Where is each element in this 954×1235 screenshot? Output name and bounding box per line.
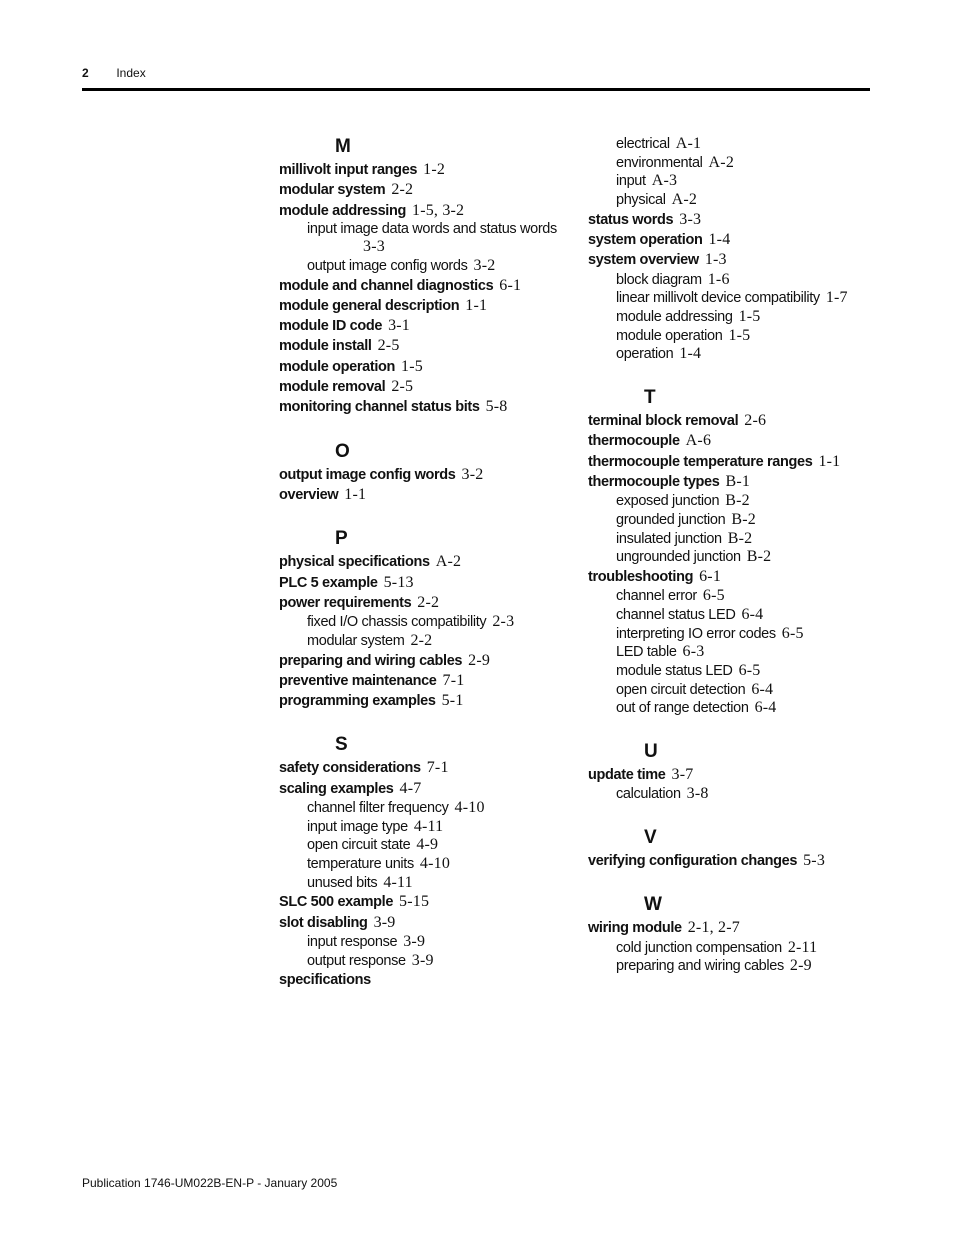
index-term: electrical <box>616 136 670 152</box>
index-subentry-linear-millivolt-device-compatibility <box>588 289 878 308</box>
index-term: power requirements <box>279 594 412 611</box>
index-subentry-open-circuit-state <box>279 836 579 855</box>
index-term: cold junction compensation <box>616 939 782 956</box>
index-subentry-open-circuit-detection <box>588 681 878 700</box>
index-subentry-environmental <box>588 154 878 173</box>
index-letter-heading: W <box>644 894 662 916</box>
index-subentry-channel-status-led <box>588 606 878 625</box>
index-subentry-grounded-junction <box>588 511 878 530</box>
index-entry-verifying-configuration-changes <box>588 851 878 871</box>
index-term: verifying configuration changes <box>588 853 798 870</box>
index-term: channel status LED <box>616 607 736 623</box>
index-page-ref[interactable]: 4-11 <box>413 817 444 835</box>
index-term: modular system <box>307 632 405 649</box>
index-entry-physical-specifications <box>279 552 579 572</box>
index-subentry-module-operation <box>588 327 878 346</box>
index-page-ref[interactable]: A-6 <box>685 432 712 450</box>
index-entry-module-removal <box>279 377 579 397</box>
index-term: output image config words <box>279 466 456 483</box>
index-entry-module-and-channel-diagnostics <box>279 276 579 296</box>
index-term: physical <box>616 192 666 209</box>
index-subentry-input-image-type <box>279 818 579 837</box>
index-page-ref[interactable]: 3-9 <box>403 933 426 951</box>
index-subentry-input <box>588 172 878 191</box>
index-subentry-out-of-range-detection <box>588 699 878 718</box>
index-page-ref[interactable]: 2-2 <box>417 593 440 611</box>
index-term: output response <box>307 952 406 969</box>
index-subentry-exposed-junction <box>588 492 878 511</box>
index-page-ref[interactable]: 5-15 <box>399 893 430 911</box>
index-page-ref[interactable]: 3-9 <box>373 913 396 931</box>
index-term: input image type <box>307 818 408 835</box>
index-term: modular system <box>279 182 386 199</box>
index-page-ref[interactable]: 5-13 <box>383 573 414 591</box>
index-entry-troubleshooting <box>588 567 878 587</box>
index-term: ungrounded junction <box>616 549 741 566</box>
index-subentry-cold-junction-compensation <box>588 939 878 958</box>
index-page-ref[interactable]: 6-3 <box>682 643 705 661</box>
index-entry-module-operation <box>279 357 579 377</box>
index-entry-safety-considerations <box>279 758 579 778</box>
index-subentry-fixed-i-o-chassis-compatibility <box>279 613 579 632</box>
index-term: open circuit state <box>307 837 411 854</box>
index-page-ref[interactable]: 6-4 <box>741 606 764 623</box>
index-term: thermocouple <box>588 433 680 450</box>
index-term: overview <box>279 486 339 503</box>
index-page-ref[interactable]: 1-1 <box>465 296 488 314</box>
index-subentry-channel-filter-frequency <box>279 799 579 818</box>
index-term: module status LED <box>616 663 733 680</box>
index-term: module and channel diagnostics <box>279 277 494 294</box>
index-term: preparing and wiring cables <box>279 652 463 669</box>
index-subentry-led-table <box>588 643 878 662</box>
index-page-ref[interactable]: 3-2 <box>461 465 484 483</box>
index-entry-preparing-and-wiring-cables <box>279 651 579 671</box>
index-term: input <box>616 173 646 190</box>
index-term: insulated junction <box>616 530 722 547</box>
index-entry-overview <box>279 485 579 505</box>
index-page-ref[interactable]: 3-9 <box>411 951 434 969</box>
index-term: update time <box>588 767 666 784</box>
index-column-left <box>279 135 579 991</box>
index-page-ref[interactable]: 6-1 <box>699 568 722 586</box>
index-term: PLC 5 example <box>279 574 378 591</box>
index-entry-module-addressing <box>279 201 579 221</box>
index-subentry-physical <box>588 191 878 210</box>
index-term: preparing and wiring cables <box>616 958 784 975</box>
index-subentry-interpreting-io-error-codes <box>588 625 878 644</box>
index-subentry-input-response <box>279 933 579 952</box>
index-entry-module-install <box>279 336 579 356</box>
index-page-ref[interactable]: 6-4 <box>754 699 777 717</box>
index-term: linear millivolt device compatibility <box>616 290 820 307</box>
index-subentry-unused-bits <box>279 874 579 893</box>
index-term: physical specifications <box>279 554 430 571</box>
index-page-ref[interactable]: 3-1 <box>388 317 410 335</box>
index-page-ref[interactable]: 1-6 <box>707 270 730 288</box>
index-entry-thermocouple <box>588 431 878 451</box>
index-page-ref[interactable]: 2-2 <box>410 631 433 649</box>
index-page-ref[interactable]: 6-4 <box>751 680 774 698</box>
index-column-right <box>588 135 878 976</box>
index-entry-slc-500-example <box>279 892 579 912</box>
index-term: specifications <box>279 972 371 989</box>
index-page-ref[interactable]: A-2 <box>671 191 698 209</box>
index-letter-heading: P <box>335 528 348 550</box>
index-term: interpreting IO error codes <box>616 625 776 642</box>
index-term: scaling examples <box>279 780 394 797</box>
index-entry-status-words <box>588 210 878 230</box>
index-page-ref[interactable]: 2-5 <box>377 337 400 355</box>
index-entry-terminal-block-removal <box>588 411 878 431</box>
index-term: module general description <box>279 297 460 314</box>
index-subentry-input-image-data-words-and-status-words <box>279 221 579 257</box>
index-entry-specifications <box>279 970 579 990</box>
index-term: system operation <box>588 232 703 249</box>
index-page-ref[interactable]: 4-10 <box>454 799 485 816</box>
index-term: monitoring channel status bits <box>279 399 480 416</box>
index-entry-power-requirements <box>279 593 579 613</box>
index-page-ref[interactable]: 4-11 <box>383 873 413 891</box>
index-page-ref[interactable]: 2-3 <box>492 613 515 631</box>
index-term: environmental <box>616 154 703 171</box>
index-term: module operation <box>279 358 396 375</box>
index-term: status words <box>588 211 674 228</box>
index-term: channel error <box>616 588 697 605</box>
index-entry-plc-5-example <box>279 573 579 593</box>
index-entry-preventive-maintenance <box>279 671 579 691</box>
index-entry-scaling-examples <box>279 779 579 799</box>
index-entry-thermocouple-temperature-ranges <box>588 452 878 472</box>
index-term: wiring module <box>588 920 682 937</box>
index-letter-heading: V <box>644 827 657 849</box>
index-page-ref[interactable]: B-2 <box>731 510 756 528</box>
index-page-ref[interactable]: 4-7 <box>399 779 422 797</box>
index-term: module removal <box>279 379 386 396</box>
index-page-ref[interactable]: 1-5, 3-2 <box>412 201 465 219</box>
index-page-ref[interactable]: 1-4 <box>679 345 702 363</box>
index-term: module ID code <box>279 318 383 335</box>
index-page-ref[interactable]: 2-11 <box>787 938 818 956</box>
index-subentry-modular-system <box>279 632 579 651</box>
index-term: slot disabling <box>279 914 368 931</box>
index-page-ref[interactable]: B-2 <box>746 548 772 566</box>
index-page-ref[interactable]: 6-1 <box>499 276 522 294</box>
index-entry-output-image-config-words <box>279 465 579 485</box>
index-page-ref[interactable]: B-1 <box>725 472 751 490</box>
index-term: troubleshooting <box>588 569 694 586</box>
index-term: exposed junction <box>616 493 720 510</box>
index-term: input image data words and status words <box>307 220 557 237</box>
index-page-ref[interactable]: 3-8 <box>686 785 709 803</box>
index-entry-thermocouple-types <box>588 472 878 492</box>
index-term: terminal block removal <box>588 413 739 430</box>
index-term: module addressing <box>279 202 406 219</box>
index-entry-slot-disabling <box>279 913 579 933</box>
index-term: thermocouple types <box>588 473 720 490</box>
index-term: module operation <box>616 327 723 344</box>
index-term: block diagram <box>616 271 702 288</box>
index-entry-system-operation <box>588 230 878 250</box>
index-term: preventive maintenance <box>279 672 437 689</box>
index-term: open circuit detection <box>616 681 746 698</box>
index-page-ref[interactable]: 4-10 <box>419 855 451 873</box>
index-page-ref[interactable]: A-2 <box>708 153 735 171</box>
index-page-ref[interactable]: 5-1 <box>441 692 464 710</box>
index-page-ref[interactable]: 1-5 <box>401 357 423 375</box>
section-title: Index <box>116 66 146 80</box>
index-entry-module-general-description <box>279 296 579 316</box>
index-subentry-module-status-led <box>588 662 878 681</box>
index-page-ref[interactable]: 2-2 <box>391 181 414 199</box>
index-entry-update-time <box>588 765 878 785</box>
index-entry-system-overview <box>588 250 878 270</box>
index-page-ref[interactable]: 1-1 <box>818 452 841 470</box>
index-page-ref[interactable]: 5-3 <box>803 852 826 870</box>
page-header <box>82 66 146 80</box>
page-footer: Publication 1746-UM022B-EN-P - January 2005 <box>82 1176 338 1190</box>
index-page-ref[interactable]: 2-5 <box>391 378 414 396</box>
index-term: system overview <box>588 252 699 269</box>
index-page-ref[interactable]: 5-8 <box>485 398 508 416</box>
index-subentry-module-addressing <box>588 308 878 327</box>
index-term: out of range detection <box>616 700 749 717</box>
index-page-ref[interactable]: 6-5 <box>738 662 761 680</box>
index-page-ref[interactable]: 4-9 <box>416 836 439 854</box>
index-term: output image config words <box>307 257 468 274</box>
index-page-ref[interactable]: 1-2 <box>423 161 446 178</box>
index-subentry-electrical <box>588 135 878 154</box>
index-page-ref[interactable]: 1-5 <box>738 308 761 326</box>
index-term: input response <box>307 934 398 951</box>
index-page-ref[interactable]: 1-3 <box>704 251 727 269</box>
index-term: programming examples <box>279 693 436 710</box>
index-entry-module-id-code <box>279 316 579 336</box>
index-page-ref[interactable]: A-1 <box>675 135 702 152</box>
index-page-ref[interactable]: B-2 <box>727 529 753 547</box>
index-page-ref[interactable]: 3-3 <box>363 237 385 255</box>
index-page-ref[interactable]: 3-3 <box>679 210 702 228</box>
index-page-ref[interactable]: 2-9 <box>789 957 812 975</box>
index-page-ref[interactable]: 1-7 <box>825 289 848 307</box>
index-letter-heading: M <box>335 136 351 157</box>
index-subentry-calculation <box>588 785 878 804</box>
index-page-ref[interactable]: 3-7 <box>671 766 694 784</box>
index-entry-wiring-module <box>588 918 878 938</box>
index-entry-modular-system <box>279 180 579 200</box>
index-page-ref[interactable]: 2-9 <box>468 651 491 669</box>
header-rule <box>82 88 870 91</box>
index-page-ref[interactable]: B-2 <box>725 492 750 510</box>
index-term: calculation <box>616 786 681 803</box>
index-entry-millivolt-input-ranges <box>279 160 579 180</box>
index-term: thermocouple temperature ranges <box>588 453 813 470</box>
index-term: millivolt input ranges <box>279 162 418 178</box>
index-page-ref[interactable]: 1-4 <box>708 231 731 249</box>
index-subentry-output-image-config-words <box>279 257 579 276</box>
index-letter-heading: S <box>335 734 348 756</box>
index-page-ref[interactable]: 1-5 <box>728 326 751 344</box>
index-subentry-temperature-units <box>279 855 579 874</box>
index-letter-heading: O <box>335 440 350 462</box>
index-term: unused bits <box>307 874 378 891</box>
index-subentry-ungrounded-junction <box>588 548 878 567</box>
index-subentry-insulated-junction <box>588 530 878 549</box>
index-term: channel filter frequency <box>307 800 449 816</box>
index-entry-monitoring-channel-status-bits <box>279 397 579 417</box>
index-term: LED table <box>616 644 677 661</box>
index-page-ref[interactable]: A-3 <box>651 172 678 190</box>
index-letter-heading: U <box>644 741 658 763</box>
index-page-ref[interactable]: A-2 <box>435 553 462 571</box>
index-term: temperature units <box>307 856 414 873</box>
index-page-ref[interactable]: 1-1 <box>344 485 367 503</box>
index-page-ref[interactable]: 3-2 <box>473 256 496 274</box>
index-term: module install <box>279 338 372 355</box>
index-page-ref[interactable]: 7-1 <box>442 671 465 689</box>
index-subentry-channel-error <box>588 587 878 606</box>
index-letter-heading: T <box>644 387 656 409</box>
index-term: operation <box>616 346 674 363</box>
index-page-ref[interactable]: 2-6 <box>744 412 767 430</box>
index-subentry-preparing-and-wiring-cables <box>588 957 878 976</box>
index-subentry-block-diagram <box>588 271 878 290</box>
index-page-ref[interactable]: 7-1 <box>426 759 449 777</box>
index-entry-programming-examples <box>279 691 579 711</box>
index-term: module addressing <box>616 309 733 326</box>
page-number: 2 <box>82 66 89 80</box>
index-term: grounded junction <box>616 511 726 528</box>
index-subentry-operation <box>588 345 878 364</box>
index-term: SLC 500 example <box>279 894 394 911</box>
index-page-ref[interactable]: 6-5 <box>781 624 804 642</box>
index-page-ref[interactable]: 2-1, 2-7 <box>687 919 740 937</box>
index-term: safety considerations <box>279 760 421 777</box>
index-page-ref[interactable]: 6-5 <box>702 587 725 605</box>
index-term: fixed I/O chassis compatibility <box>307 614 487 631</box>
index-subentry-output-response <box>279 952 579 971</box>
